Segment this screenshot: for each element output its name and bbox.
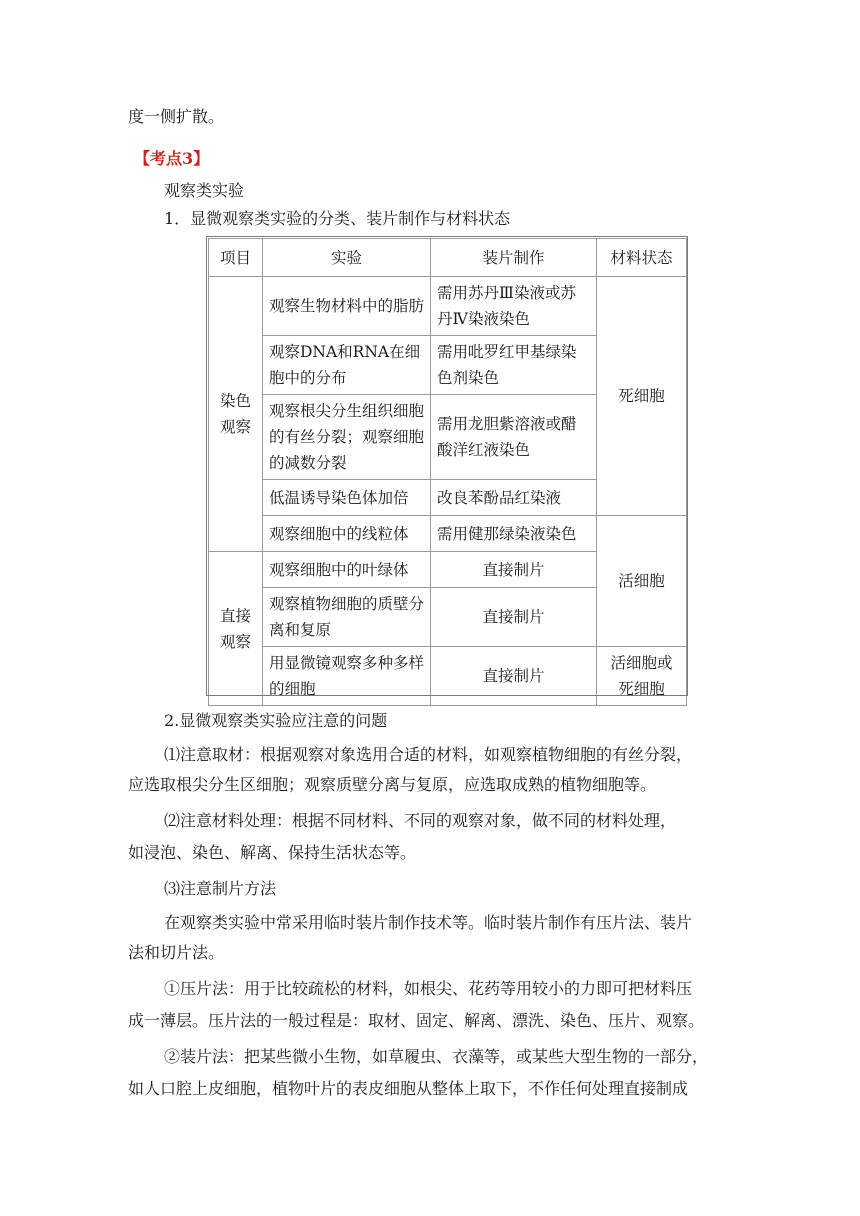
para-5-line-2: 成一薄层。压片法的一般过程是：取材、固定、解离、漂洗、染色、压片、观察。 (128, 1011, 705, 1030)
intro-tail: 度一侧扩散。 (128, 107, 225, 126)
subheading-2: 2.显微观察类实验应注意的问题 (164, 711, 388, 730)
header-item: 项目 (209, 239, 263, 277)
para-4-line-1: 在观察类实验中常采用临时装片制作技术等。临时装片制作有压片法、装片 (164, 913, 693, 932)
section-title: 观察类实验 (164, 181, 245, 200)
state-dead: 死细胞 (597, 277, 687, 516)
section-heading: 【考点3】 (134, 149, 210, 168)
row-experiment: 观察DNA和RNA在细胞中的分布 (263, 336, 431, 395)
para-6-line-1: ②装片法：把某些微小生物，如草履虫、衣藻等，或某些大型生物的一部分， (164, 1047, 709, 1066)
row-experiment: 观察根尖分生组织细胞的有丝分裂；观察细胞的减数分裂 (263, 395, 431, 480)
para-1-line-2: 应选取根尖分生区细胞；观察质壁分离与复原，应选取成熟的植物细胞等。 (128, 775, 657, 794)
para-3: ⑶注意制片方法 (164, 879, 277, 898)
row-experiment: 观察生物材料中的脂肪 (263, 277, 431, 336)
para-6-line-2: 如人口腔上皮细胞，植物叶片的表皮细胞从整体上取下，不作任何处理直接制成 (128, 1079, 689, 1098)
row-experiment: 用显微镜观察多种多样的细胞 (263, 647, 431, 706)
subheading-1: 1．显微观察类实验的分类、装片制作与材料状态 (164, 209, 511, 228)
row-preparation: 直接制片 (431, 552, 597, 588)
row-experiment: 观察细胞中的线粒体 (263, 516, 431, 552)
row-preparation: 需用吡罗红甲基绿染色剂染色 (431, 336, 597, 395)
row-experiment: 低温诱导染色体加倍 (263, 480, 431, 516)
row-preparation: 改良苯酚品红染液 (431, 480, 597, 516)
row-experiment: 观察植物细胞的质壁分离和复原 (263, 588, 431, 647)
para-4-line-2: 法和切片法。 (128, 943, 225, 962)
para-5-line-1: ①压片法：用于比较疏松的材料，如根尖、花药等用较小的力即可把材料压 (164, 979, 693, 998)
state-live: 活细胞 (597, 516, 687, 647)
header-state: 材料状态 (597, 239, 687, 277)
row-preparation: 需用苏丹Ⅲ染液或苏丹Ⅳ染液染色 (431, 277, 597, 336)
header-preparation: 装片制作 (431, 239, 597, 277)
row-preparation: 需用健那绿染液染色 (431, 516, 597, 552)
group-direct: 直接观察 (209, 552, 263, 706)
row-experiment: 观察细胞中的叶绿体 (263, 552, 431, 588)
experiment-table (208, 238, 687, 706)
group-stain: 染色观察 (209, 277, 263, 552)
row-preparation: 直接制片 (431, 588, 597, 647)
header-experiment: 实验 (263, 239, 431, 277)
row-preparation: 直接制片 (431, 647, 597, 706)
para-2-line-1: ⑵注意材料处理：根据不同材料、不同的观察对象，做不同的材料处理， (164, 811, 677, 830)
para-2-line-2: 如浸泡、染色、解离、保持生活状态等。 (128, 843, 417, 862)
para-1-line-1: ⑴注意取材：根据观察对象选用合适的材料，如观察植物细胞的有丝分裂， (164, 745, 693, 764)
row-preparation: 需用龙胆紫溶液或醋酸洋红液染色 (431, 395, 597, 480)
state-either: 活细胞或死细胞 (597, 647, 687, 706)
